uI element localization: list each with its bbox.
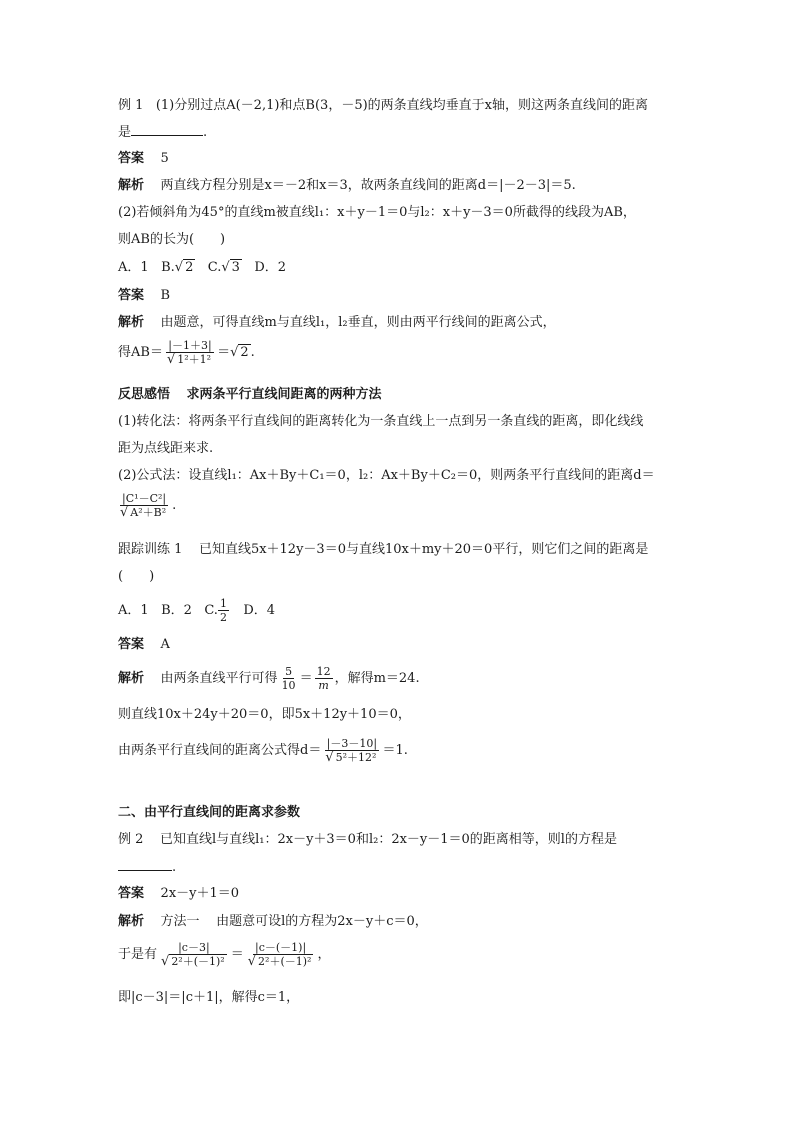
example-1-answer-1 [118,150,169,168]
result-fraction: $\frac{|-1+3|}{\text{√ 1²＋1²}}$ [166,339,212,367]
analysis-label: 解析 [118,914,145,929]
answer-label: 答案 [118,886,145,901]
example-2-analysis-2 [118,940,330,970]
q2-text: (2)若倾斜角为45°的直线m被直线l₁：x＋y－1＝0与l₂：x＋y－3＝0所截得的线段为AB， [118,205,636,220]
training-1-analysis-1 [118,664,420,694]
example-1-options [118,259,286,277]
example-1-q1-text: (1)分别过点A(－2,1)和点B(3，－5)的两条直线均垂直于x轴，则这两条直线间的距离 [155,98,649,113]
reflection-method-2 [118,467,655,485]
example-1-question-2-cont [118,231,225,249]
section-2-title: 二、由平行直线间的距离求参数 [118,805,301,820]
example-1-question-1 [118,97,648,115]
analysis-line-3: 即|c－3|＝|c＋1|，解得c＝1， [118,990,300,1005]
example-1-label: 例 1 [118,98,144,113]
reflection-title: 反思感悟 [118,387,171,402]
reflection-method-1-cont [118,440,213,458]
sqrt-3: √ 3 [221,260,240,275]
option-d: D．4 [243,603,276,618]
equals: ＝ [299,671,313,686]
analysis-result: ＝1. [382,743,408,758]
q1-cont-text: 是 [118,125,132,140]
example-1-analysis-2 [118,314,556,332]
answer-blank [118,858,172,871]
result-prefix: 得AB＝ [118,345,163,360]
fraction-12-m: $\frac{12}{m}$ [316,665,331,692]
analysis-text: 由题意，可得直线m与直线l₁，l₂垂直，则由两平行线间的距离公式， [160,315,556,330]
method-1-text: (1)转化法：将两条平行直线间的距离转化为一条直线上一点到另一条直线的距离，即化线线 [118,414,644,429]
sqrt-2-result: √ 2 [230,345,249,360]
option-d: D．2 [254,260,287,275]
analysis-text: 两直线方程分别是x＝－2和x＝3，故两条直线间的距离d＝|－2－3|＝5. [160,178,576,193]
analysis-label: 解析 [118,315,145,330]
reflection-method-2-formula [118,491,176,521]
q-end: . [172,860,177,875]
reflection-subtitle: 求两条平行直线间距离的两种方法 [186,387,382,402]
training-1-options [118,596,275,626]
example-1-answer-2 [118,287,170,305]
example-1-analysis-1 [118,177,576,195]
reflection-heading [118,386,382,404]
formula-end: . [172,498,177,513]
analysis-label: 解析 [118,178,145,193]
analysis-text: 由题意可设l的方程为2x－y＋c＝0， [216,914,428,929]
analysis-line-3: 由两条平行直线间的距离公式得d＝ [118,743,322,758]
option-c-fraction: $\frac{1}{2}$ [219,597,227,624]
answer-value: 5 [160,151,169,166]
fraction-right: $\frac{|c-(-1)|}{\text{√ 2²＋(－1)²}}$ [247,941,312,969]
answer-value: B [160,288,171,303]
method-2-text: (2)公式法：设直线l₁：Ax＋By＋C₁＝0，l₂：Ax＋By＋C₂＝0，则两条平行直线间的距离d＝ [118,468,655,483]
option-a: A．1 [118,260,149,275]
answer-value: 2x－y＋1＝0 [160,886,240,901]
training-1-text: 已知直线5x＋12y－3＝0与直线10x＋my＋20＝0平行，则它们之间的距离是 [198,542,649,557]
example-1-question-1-cont [118,123,207,142]
training-1-analysis-3 [118,736,408,766]
training-1-answer [118,636,170,654]
example-2-question-cont [118,858,176,877]
answer-label: 答案 [118,637,145,652]
example-1-question-2 [118,204,636,222]
answer-label: 答案 [118,151,145,166]
example-1-result [118,338,255,368]
equals: ＝ [230,947,244,962]
analysis-line-2: 则直线10x＋24y＋20＝0，即5x＋12y＋10＝0， [118,707,411,722]
training-1-question [118,541,648,559]
option-b: B．2 [161,603,192,618]
answer-value: A [160,637,170,652]
analysis-label: 解析 [118,671,145,686]
option-a: A．1 [118,603,149,618]
method-1-cont: 距为点线距来求. [118,441,214,456]
answer-blank [131,123,203,136]
result-end: . [250,345,255,360]
training-1-question-cont [118,568,154,586]
example-2-text: 已知直线l与直线l₁：2x－y＋3＝0和l₂：2x－y－1＝0的距离相等，则l的方程是 [159,832,617,847]
example-2-analysis-3 [118,989,299,1007]
example-2-question [118,831,617,849]
sqrt-2: √ 2 [174,260,194,275]
result-eq: ＝ [217,345,231,360]
option-c: C. [207,260,222,275]
analysis-text: 由两条直线平行可得 [160,671,278,686]
fraction-left: $\frac{|c-3|}{\text{√ 2²＋(－1)²}}$ [161,941,225,969]
analysis-suffix: ，解得m＝24. [334,671,420,686]
distance-formula-fraction: $\frac{\text{|C¹－C²|}}{\text{√ A²＋B²}}$ [120,492,167,520]
example-2-analysis-1 [118,913,428,931]
analysis-end: ， [317,947,331,962]
distance-fraction: $\frac{|-3-10|}{\text{√ 5²＋12²}}$ [325,737,378,765]
method-label: 方法一 [160,914,200,929]
answer-label: 答案 [118,288,145,303]
option-c: C. [204,603,218,618]
q2-cont-text: 则AB的长为( ) [118,232,226,247]
reflection-method-1 [118,413,643,431]
analysis-prefix: 于是有 [118,947,158,962]
fraction-5-10: $\frac{5}{10}$ [281,665,296,692]
example-2-answer [118,885,239,903]
example-2-label: 例 2 [118,832,144,847]
training-1-bracket: ( ) [118,569,155,584]
option-b: B. [161,260,175,275]
q1-end: . [203,125,208,140]
training-1-analysis-2 [118,706,411,724]
training-1-label: 跟踪训练 1 [118,542,183,557]
